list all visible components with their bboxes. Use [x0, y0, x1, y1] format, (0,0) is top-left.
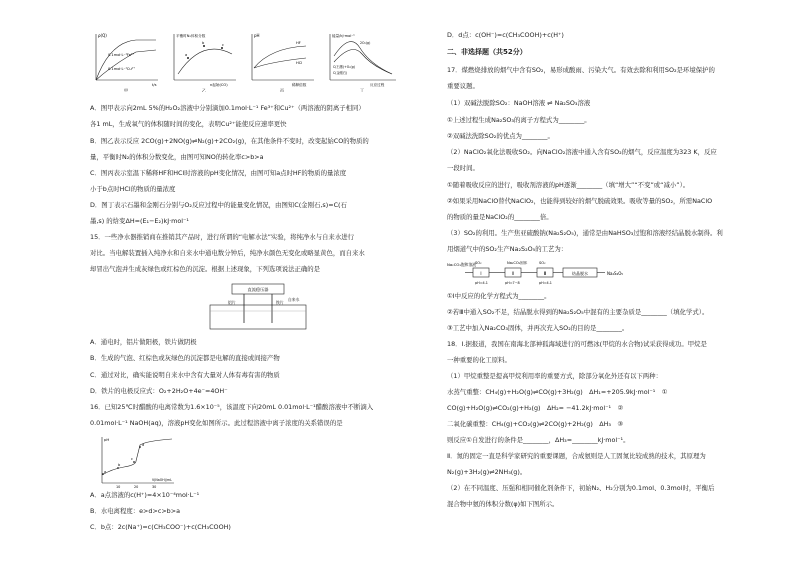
q15-option-d: D．铁片的电极反应式：O₂+2H₂O+4e⁻=4OH⁻ — [90, 387, 228, 395]
graph-jia-label: 甲 — [124, 88, 128, 92]
flow-step-4: 结晶脱水 — [572, 271, 588, 276]
q17-part3: （3）SO₂的利用。生产焦亚硫酸钠(Na₂S₂O₅)，通常是由NaHSO₃过饱和溶液经结晶脱水制得。利 — [447, 229, 723, 237]
graph-ding-label: 丁 — [360, 88, 364, 92]
q14-line-3: B．图乙表示反应 2CO(g)+2NO(g)⇌N₂(g)+2CO₂(g)，在其他条件不变时，改变起始CO的物质的 — [90, 137, 369, 145]
q14-line-1: A．图甲表示向2mL 5%的H₂O₂溶液中分别滴加0.1mol·L⁻¹ Fe³⁺和Cu²⁺（两溶液的阴离子相同） — [90, 104, 365, 112]
q18-part1: （1）甲烷重整是提高甲烷利用率的重要方式，除部分氧化外还有以下两种： — [447, 372, 662, 380]
q18-part2-q-cont: 混合物中氨的体积分数(φ)如下图所示。 — [447, 500, 559, 508]
titration-point-a: a — [104, 470, 107, 474]
q17-line-2: 重要议题。 — [447, 82, 479, 90]
q18-part2-q: （2）在不同温度、压强和相同催化剂条件下，初始N₂、H₂分别为0.1mol、0.3mol时，平衡后 — [447, 484, 715, 492]
graph-yi — [174, 33, 236, 92]
q15-line-2: 对比。当电解装置插入纯净水和自来水中通电数分钟后，纯净水颜色无变化或略显黄色，而自来水 — [90, 249, 365, 257]
graph-ding — [330, 33, 396, 92]
water-label: 自来水 — [288, 297, 300, 302]
q15-option-a: A．通电时，铝片做阳极，铁片做阴极 — [90, 338, 197, 346]
q15-option-b: B．生成的气泡、红棕色或灰绿色的沉淀都是电解的直接或间接产物 — [90, 354, 280, 362]
q16-option-a: A．a点溶液的c(H⁺)=4×10⁻⁴mol·L⁻¹ — [90, 491, 200, 499]
flow-step-2: Ⅱ — [512, 271, 514, 276]
graph-bing-series-hcl: HCl — [296, 61, 303, 65]
q18-eq-3: 二氧化碳重整：CH₄(g)+CO₂(g)⇌2CO(g)+2H₂(g) ΔH₃ ③ — [447, 420, 624, 428]
graph-bing-ylabel: pH — [254, 33, 260, 38]
q16-line-2: 0.01mol·L⁻¹ NaOH(aq)，溶液pH变化如图所示。此过程溶液中离子浓度的关系错误的是 — [90, 419, 343, 427]
graph-yi-point-a: a — [185, 53, 188, 57]
titration-tick-10: 10 — [116, 485, 121, 489]
titration-ylabel: pH — [104, 437, 110, 442]
q17-part2-q2-cont: 的物质的量是NaClO₂的________倍。 — [447, 213, 553, 221]
q16-option-d: D．d点：c(OH⁻)=c(CH₃COOH)+c(H⁺) — [447, 31, 564, 39]
flow-step-3: Ⅲ — [543, 271, 547, 276]
graph-jia-ylabel: ρ(Q) — [98, 33, 107, 38]
flow-end-label: Na₂S₂O₅ — [607, 271, 623, 276]
graph-yi-point-c: c — [222, 43, 224, 47]
graph-yi-ylabel: 平衡时N₂体积分数 — [176, 34, 206, 38]
q17-part3-q1: ①Ⅰ中反应的化学方程式为________。 — [447, 292, 551, 300]
q18-part1-q: 则反应①自发进行的条件是________，ΔH₃=________kJ·mol⁻¹。 — [447, 436, 630, 444]
graph-jia — [96, 33, 158, 92]
process-flow — [447, 256, 687, 290]
graph-yi-label: 乙 — [202, 88, 206, 92]
q14-line-6: 小于b点时HCl的物质的量浓度 — [90, 185, 176, 193]
flow-ph-1: pH=4.1 — [475, 281, 488, 285]
titration-point-c: c — [131, 457, 133, 461]
graph-jia-series-1: 0.1mol·L⁻¹Fe³⁺ — [108, 53, 135, 57]
q18-eq-2: CO(g)+H₂O(g)⇌CO₂(g)+H₂(g) ΔH₂= −41.2kJ·mol⁻¹ ② — [447, 404, 624, 412]
flow-start-label: Na₂CO₃饱和溶液 — [447, 262, 477, 267]
graph-ding-xlabel: 反应过程 — [370, 83, 385, 87]
flow-ph-2: pH=7~8 — [505, 281, 520, 285]
q14-line-2: 各1 mL，生成氧气的体积随时间的变化，表明Cu²⁺能使反应速率更快 — [90, 120, 287, 128]
titration-point-b: b — [118, 463, 121, 467]
graph-bing-label: 丙 — [280, 88, 284, 92]
flow-so2-2: SO₂ — [539, 261, 546, 265]
electrode-left-label: 铝片 — [228, 300, 236, 305]
power-supply-label: 直流稳压器 — [247, 287, 269, 292]
graph-ding-series-2: C(石墨)+O₂(g) — [333, 65, 356, 69]
graph-bing — [252, 33, 314, 92]
graph-ding-series-3: C(金刚石) — [333, 71, 348, 75]
graph-row — [88, 30, 406, 92]
graph-bing-series-hf: HF — [296, 41, 301, 45]
q14-line-7: D．图丁表示石墨和金刚石分别与O₂反应过程中的能量变化情况，由图知C(金刚石,s)=C(石 — [90, 201, 347, 209]
q15-line-3: 却冒出气泡并生成灰绿色或红棕色的沉淀。根据上述现象，下列选项说法正确的是 — [90, 265, 321, 273]
q17-part2-q1: ①随着吸收反应的进行，吸收剂溶液的pH逐渐________（填“增大”“不变”或“减小”）。 — [447, 181, 690, 189]
graph-yi-xlabel: n起始(CO) — [210, 83, 228, 87]
q17-part3-q2: ②若Ⅲ中通入SO₂不足，结晶脱水得到的Na₂S₂O₅中混有的主要杂质是________（填化学式）。 — [447, 308, 709, 316]
electrolysis-apparatus — [202, 283, 322, 331]
q17-part2-q2: ②如果采用NaClO替代NaClO₂，也能得到较好的烟气脱硫效果。吸收等量的SO₂，所需NaClO — [447, 197, 713, 205]
flow-step-1: Ⅰ — [480, 271, 482, 276]
titration-point-d: d — [142, 443, 145, 447]
flow-ph-3: pH=4.1 — [539, 281, 552, 285]
q17-part1-q2: ②双碱法洗除SO₂的优点为________。 — [447, 132, 554, 140]
graph-bing-xlabel: 稀释倍数 — [292, 83, 307, 87]
electrode-right-label: 铁片 — [276, 300, 284, 305]
q14-line-4: 量，平衡时N₂的体积分数变化，由图可知NO的转化率c>b>a — [90, 153, 264, 161]
q17-part1: （1）双碱法脱除SO₂：NaOH溶液 ⇌ Na₂SO₃溶液 — [447, 99, 591, 107]
graph-yi-point-b: b — [202, 41, 205, 45]
titration-tick-30: 30 — [152, 485, 157, 489]
q18-part2-line-1: Ⅱ．氮的固定一直是科学家研究的重要课题，合成氨则是人工固氮比较成熟的技术，其原理为 — [447, 452, 706, 460]
q17-part2-cont: 一段时间。 — [447, 164, 479, 172]
flow-so2-1: SO₂ — [475, 261, 482, 265]
q14-line-8: 墨,s) 的焓变ΔH=(E₁−E₂)kJ·mol⁻¹ — [90, 217, 189, 225]
graph-ding-ylabel: 能量/kJ·mol⁻¹ — [332, 34, 355, 38]
q18-line-1: 18．Ⅰ.据报道，我国在南海北部神狐海域进行的可燃冰(甲烷的水合物)试采获得成功。甲烷是 — [447, 340, 707, 348]
section-heading: 二、非选择题（共52分） — [447, 48, 527, 56]
q16-line-1: 16．已知25℃时醋酸的电离常数为1.6×10⁻⁵，该温度下向20mL 0.01mol·L⁻¹醋酸溶液中不断滴入 — [90, 403, 374, 411]
q17-part3-q3: ③工艺中加入Na₂CO₃固体，并再次充入SO₂的目的是________。 — [447, 324, 629, 332]
q15-option-c: C．通过对比，确实能说明自来水中含有大量对人体有毒有害的物质 — [90, 371, 280, 379]
q17-part2: （2）NaClO₂氧化法吸收SO₂。向NaClO₂溶液中通入含有SO₂的烟气，反应温度为323 K，反应 — [447, 148, 717, 156]
graph-ding-series-1: 2O₂(g) — [360, 41, 371, 45]
graph-jia-series-2: 0.1mol·L⁻¹Cu²⁺ — [108, 67, 136, 71]
titration-curve — [96, 435, 176, 491]
q16-option-c: C．b点：2c(Na⁺)=c(CH₃COO⁻)+c(CH₃COOH) — [90, 523, 231, 531]
q17-line-1: 17．煤燃烧排放的烟气中含有SO₂，易形成酸雨、污染大气。有效去除和利用SO₂是环境保护的 — [447, 66, 715, 74]
flow-na2co3: Na₂CO₃固体 — [507, 261, 528, 265]
q18-part2-line-2: N₂(g)+3H₂(g)⇌2NH₃(g)。 — [447, 468, 527, 476]
q18-line-2: 一种重要的化工原料。 — [447, 356, 511, 364]
q14-line-5: C．图丙表示室温下稀释HF和HCl时溶液的pH变化情况，由图可知a点时HF的物质的量浓度 — [90, 169, 347, 177]
q17-part3-cont: 用烟道气中的SO₂生产Na₂S₂O₅的工艺为： — [447, 245, 568, 253]
q15-line-1: 15．一些净水器推销商在推销其产品时，进行所谓的“电解水法”实验，将纯净水与自来水进行 — [90, 233, 354, 241]
titration-tick-20: 20 — [134, 485, 139, 489]
q18-eq-1: 水蒸气重整：CH₄(g)+H₂O(g)⇌CO(g)+3H₂(g) ΔH₁=+205.9kJ·mol⁻¹ ① — [447, 388, 668, 396]
q17-part1-q1: ①上述过程生成Na₂SO₃的离子方程式为________。 — [447, 116, 591, 124]
q16-option-b: B．水电离程度：e>d>c>b>a — [90, 507, 181, 515]
titration-xlabel: V(NaOH)/mL — [152, 478, 172, 482]
graph-jia-xlabel: t/s — [152, 83, 157, 87]
